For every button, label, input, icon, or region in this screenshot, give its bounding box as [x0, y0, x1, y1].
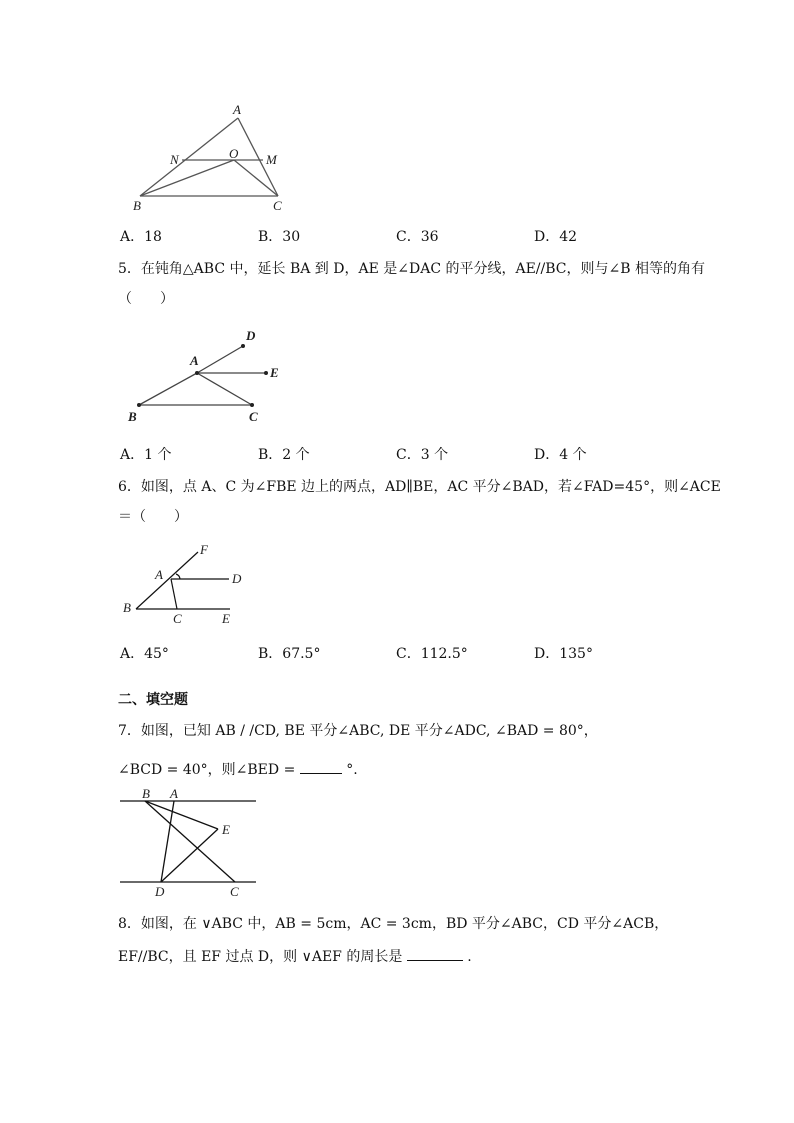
q4-option-a: A．18 — [120, 229, 162, 245]
q5-option-c: C．3 个 — [396, 447, 449, 463]
q6-stem: 6．如图，点 A、C 为∠FBE 边上的两点，AD∥BE，AC 平分∠BAD，若∠FAD=45°，则∠ACE — [118, 479, 721, 495]
q6-option-b: B．67.5° — [258, 646, 321, 662]
label-C: C — [173, 611, 182, 626]
q6-option-c: C．112.5° — [396, 646, 468, 662]
label-D: D — [246, 328, 256, 343]
label-B: B — [128, 409, 137, 424]
label-F: F — [200, 542, 208, 557]
label-O: O — [229, 146, 239, 161]
q7-answer-blank[interactable] — [300, 761, 342, 774]
q5-bracket: （ ） — [118, 291, 174, 307]
section-title-fill-in: 二、填空题 — [118, 692, 188, 708]
q4-option-b: B．30 — [258, 229, 301, 245]
q5-option-d: D．4 个 — [534, 447, 587, 463]
figure-q4-triangle — [130, 100, 310, 213]
figure-q6-angle — [120, 542, 270, 632]
q6-option-a: A．45° — [120, 646, 169, 662]
label-N: N — [170, 152, 179, 167]
q6-bracket: ＝（ ） — [118, 509, 188, 525]
q8-stem-line2 — [118, 948, 472, 964]
q8-stem-line2-text: EF//BC，且 EF 过点 D，则 ∨AEF 的周长是 — [118, 949, 403, 965]
q5-option-b: B．2 个 — [258, 447, 310, 463]
label-A: A — [155, 567, 163, 582]
label-B: B — [133, 198, 141, 213]
figure-q7-parallel-lines — [118, 785, 268, 899]
label-E: E — [270, 365, 279, 380]
label-C: C — [273, 198, 282, 213]
q7-stem-line2-text: ∠BCD = 40°，则∠BED = — [118, 762, 296, 778]
q8-answer-blank[interactable] — [407, 948, 463, 961]
label-A: A — [170, 786, 178, 801]
label-D: D — [155, 884, 165, 899]
label-M: M — [266, 152, 277, 167]
label-C: C — [249, 409, 258, 424]
q5-option-a: A．1 个 — [120, 447, 172, 463]
q4-option-c: C．36 — [396, 229, 439, 245]
figure-q5-triangle — [125, 325, 305, 425]
label-E: E — [222, 822, 230, 837]
label-A: A — [233, 102, 241, 117]
q6-option-d: D．135° — [534, 646, 593, 662]
q7-degree: °. — [346, 762, 358, 778]
label-C: C — [230, 884, 239, 899]
label-B: B — [123, 600, 131, 615]
label-D: D — [232, 571, 242, 586]
q5-stem: 5．在钝角△ABC 中，延长 BA 到 D，AE 是∠DAC 的平分线，AE//BC，则与∠B 相等的角有 — [118, 261, 705, 277]
q4-option-d: D．42 — [534, 229, 578, 245]
label-E: E — [222, 611, 230, 626]
q7-stem: 7．如图，已知 AB / /CD, BE 平分∠ABC, DE 平分∠ADC, ∠BAD = 80°， — [118, 723, 598, 739]
q7-stem-line2 — [118, 761, 358, 777]
label-B: B — [142, 786, 150, 801]
q8-stem: 8．如图，在 ∨ABC 中，AB = 5cm，AC = 3cm，BD 平分∠ABC，CD 平分∠ACB， — [118, 916, 669, 932]
label-A: A — [190, 353, 199, 368]
q8-period: . — [467, 949, 472, 965]
